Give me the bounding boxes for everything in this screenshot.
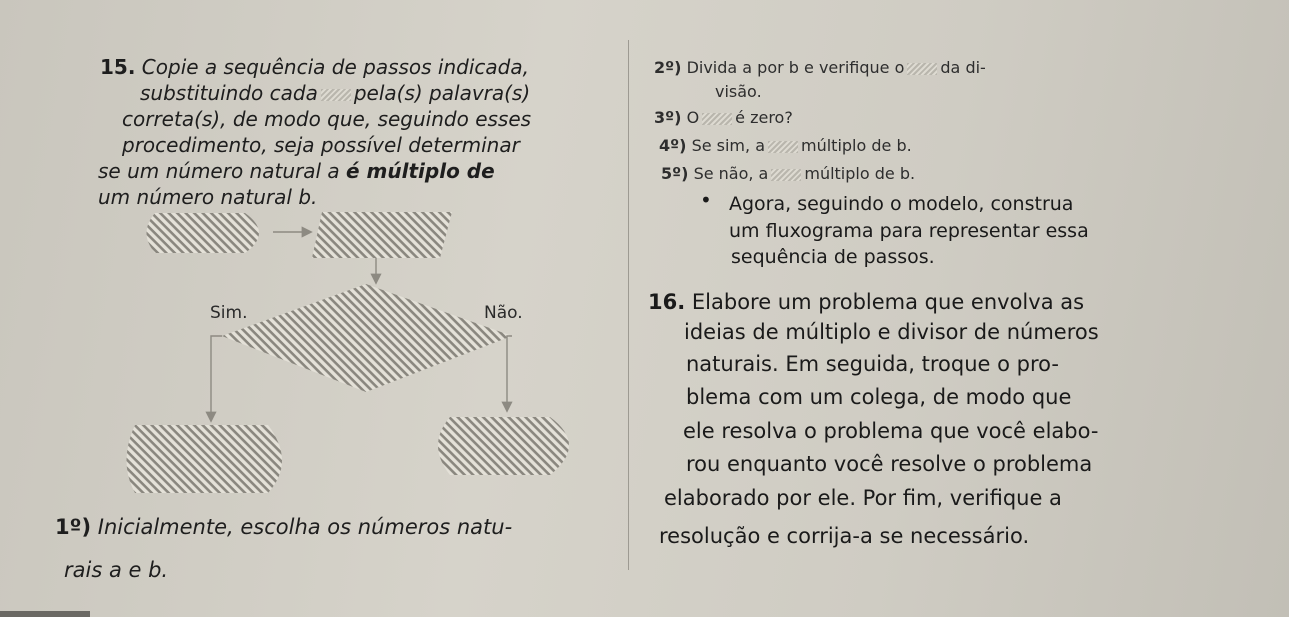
bullet-line-3: sequência de passos.: [731, 246, 935, 268]
step-number: 5º): [661, 164, 689, 183]
exercise-15-line-3: correta(s), de modo que, seguindo esses: [122, 107, 532, 131]
exercise-16-line-3: naturais. Em seguida, troque o pro-: [686, 352, 1059, 376]
blank-placeholder: [771, 169, 801, 181]
exercise-number: 16.: [648, 290, 686, 314]
text: é zero?: [735, 108, 793, 127]
yes-label: Sim.: [210, 303, 248, 323]
text: Se não, a: [693, 164, 769, 183]
step-5: [661, 164, 915, 183]
no-label: Não.: [484, 303, 523, 323]
step-number: 4º): [659, 136, 687, 155]
text: da di-: [940, 58, 986, 77]
step-number: 3º): [654, 108, 682, 127]
text: Inicialmente, escolha os números natu-: [97, 515, 513, 539]
step-number: 2º): [654, 58, 682, 77]
yes-terminal-shape: [127, 425, 283, 493]
decision-shape: [222, 284, 512, 392]
text: substituindo cada: [140, 81, 318, 105]
column-divider: [628, 40, 629, 570]
text: Copie a sequência de passos indicada,: [141, 55, 529, 79]
step-2-continuation: visão.: [715, 82, 762, 101]
no-terminal-shape: [438, 417, 569, 475]
exercise-16-line-7: elaborado por ele. Por fim, verifique a: [664, 486, 1062, 510]
exercise-15-line-4: procedimento, seja possível determinar: [122, 133, 520, 157]
bold-phrase: é múltiplo de: [346, 159, 495, 183]
bullet-symbol: •: [700, 188, 712, 212]
yes-branch-line: [211, 336, 222, 420]
step-4: [659, 136, 912, 155]
text: pela(s) palavra(s): [353, 81, 531, 105]
blank-placeholder: [907, 63, 937, 75]
text: múltiplo de b.: [801, 136, 912, 155]
exercise-15-line-6: um número natural b.: [98, 185, 318, 209]
exercise-number: 15.: [100, 55, 136, 79]
text: Elabore um problema que envolva as: [691, 290, 1085, 314]
text: Divida a por b e verifique o: [686, 58, 905, 77]
step-1-line-2: rais a e b.: [64, 558, 169, 582]
text: Se sim, a: [691, 136, 765, 155]
exercise-15-line-5: se um número natural a é múltiplo de: [98, 159, 495, 183]
exercise-16-line-2: ideias de múltiplo e divisor de números: [684, 320, 1099, 344]
bullet-line-1: Agora, seguindo o modelo, construa: [729, 193, 1074, 215]
exercise-16-line-4: blema com um colega, de modo que: [686, 385, 1072, 409]
step-1-line-1: [55, 517, 512, 537]
process-shape: [312, 212, 452, 258]
step-number: 1º): [55, 515, 92, 539]
bullet-line-2: um fluxograma para representar essa: [729, 220, 1089, 242]
start-terminal-shape: [147, 213, 260, 253]
step-2: [654, 58, 986, 77]
blank-placeholder: [702, 113, 732, 125]
step-3: [654, 108, 793, 127]
exercise-16-line-8: resolução e corrija-a se necessário.: [659, 524, 1030, 548]
blank-placeholder: [768, 141, 798, 153]
exercise-16-line-1: [648, 290, 1084, 314]
exercise-16-line-6: rou enquanto você resolve o problema: [686, 452, 1093, 476]
text: múltiplo de b.: [804, 164, 916, 183]
text: O: [686, 108, 700, 127]
no-branch-line: [507, 336, 512, 410]
exercise-16-line-5: ele resolva o problema que você elabo-: [683, 419, 1099, 443]
page-edge: [0, 611, 90, 617]
